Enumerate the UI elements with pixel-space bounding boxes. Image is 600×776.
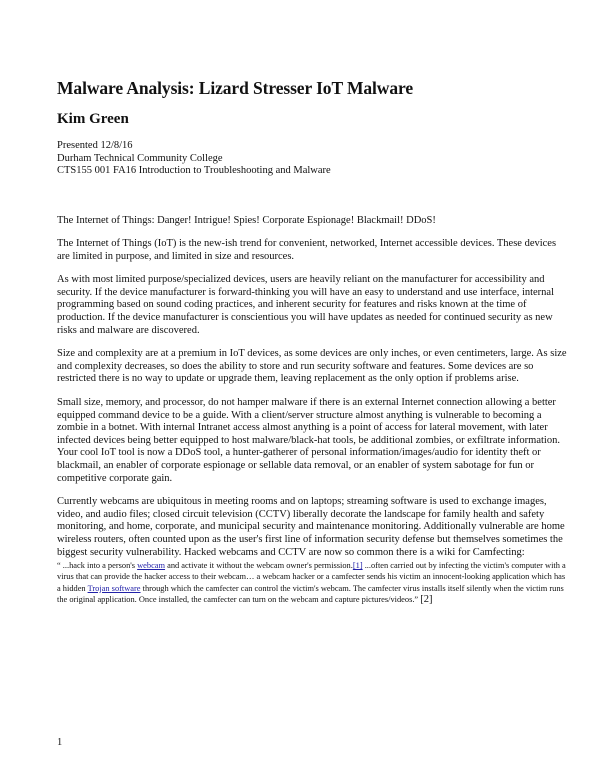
course-name: CTS155 001 FA16 Introduction to Troubleshooting and Malware [57,165,331,176]
presented-date: Presented 12/8/16 [57,140,133,151]
paragraph-5: Currently webcams are ubiquitous in meeting rooms and on laptops; streaming software is used to exchange images, video, and audio files; closed circuit television (CCTV) liberally decorate the landscape for family health and safety monitoring, and home, corporate, and municipal security and maintenance monitoring. Additionally vulnerable are home wireless routers, often counted upon as the user's first line of information security defense but themselves sometimes the biggest security vulnerability. Hacked webcams and CCTV are now so common there is a wiki for Camfecting: [57,496,565,558]
trojan-software-link[interactable]: Trojan software [87,583,141,593]
quote-text-3: ...often carried out by infecting the victim's computer with a virus that can provide the hacker access to their webcam… a webcam hacker or a camfecter sends his victim an innocent-looking application which has a hidden [57,561,566,593]
reference-link-1[interactable]: [1] [352,561,363,571]
quote-text-1: “ ...hack into a person's [57,561,138,571]
institution-name: Durham Technical Community College [57,152,223,164]
camfecting-quote [57,560,567,605]
quote-text-2: and activate it without the webcam owner's permission. [165,561,353,571]
reference-2: [2] [420,593,433,605]
tagline: The Internet of Things: Danger! Intrigue! Spies! Corporate Espionage! Blackmail! DDoS! [57,214,436,226]
paragraph-3: Size and complexity are at a premium in IoT devices, as some devices are only inches, or even centimeters, large. As size and complexity decreases, so does the ability to store and run security software and features. Some devices are so restricted there is no way to update or upgrade them, leaving replacement as the only option if problems arise. [57,348,567,385]
document-title: Malware Analysis: Lizard Stresser IoT Malware [57,78,414,98]
document-meta [57,140,567,178]
document-body [57,78,567,605]
page-number: 1 [57,737,63,748]
document-author: Kim Green [57,111,129,127]
paragraph-1: The Internet of Things (IoT) is the new-ish trend for convenient, networked, Internet accessible devices. These devices are limited in purpose, and limited in size and resources. [57,238,557,262]
webcam-link[interactable]: webcam [137,561,166,571]
paragraph-4: Small size, memory, and processor, do not hamper malware if there is an external Internet connection allowing a better equipped command device to be a guide. With a client/server structure almost anything is vulnerable to becoming a zombie in a botnet. With internal Intranet access almost anything is a point of access for lateral movement, with later infected devices being better equipped to host malware/black-hat tools, be additional zombies, or exfiltrate information. Your cool IoT tool is now a DDoS tool, a hunter-gatherer of personal information/images/audio for identity theft or blackmail, an enabler of corporate espionage or sellable data removal, or an enabler of system sabotage for fun or competitive corporate gain. [57,397,560,484]
paragraph-2: As with most limited purpose/specialized devices, users are heavily reliant on the manufacturer for accessibility and security. If the device manufacturer is forward-thinking you will have an easy to understand and use interface, internal programming based on sound coding practices, and inherent security for features and risks known at the time of production. If the device manufacturer is conscientious you will have updates as needed for continued security as new risks and malware are discovered. [57,274,555,336]
quote-text-4: through which the camfecter can control the victim's webcam. The camfecter virus installs itself silently when the victim runs the original application. Once installed, the camfecter can turn on the webcam and capture pictures/videos.” [57,583,564,604]
